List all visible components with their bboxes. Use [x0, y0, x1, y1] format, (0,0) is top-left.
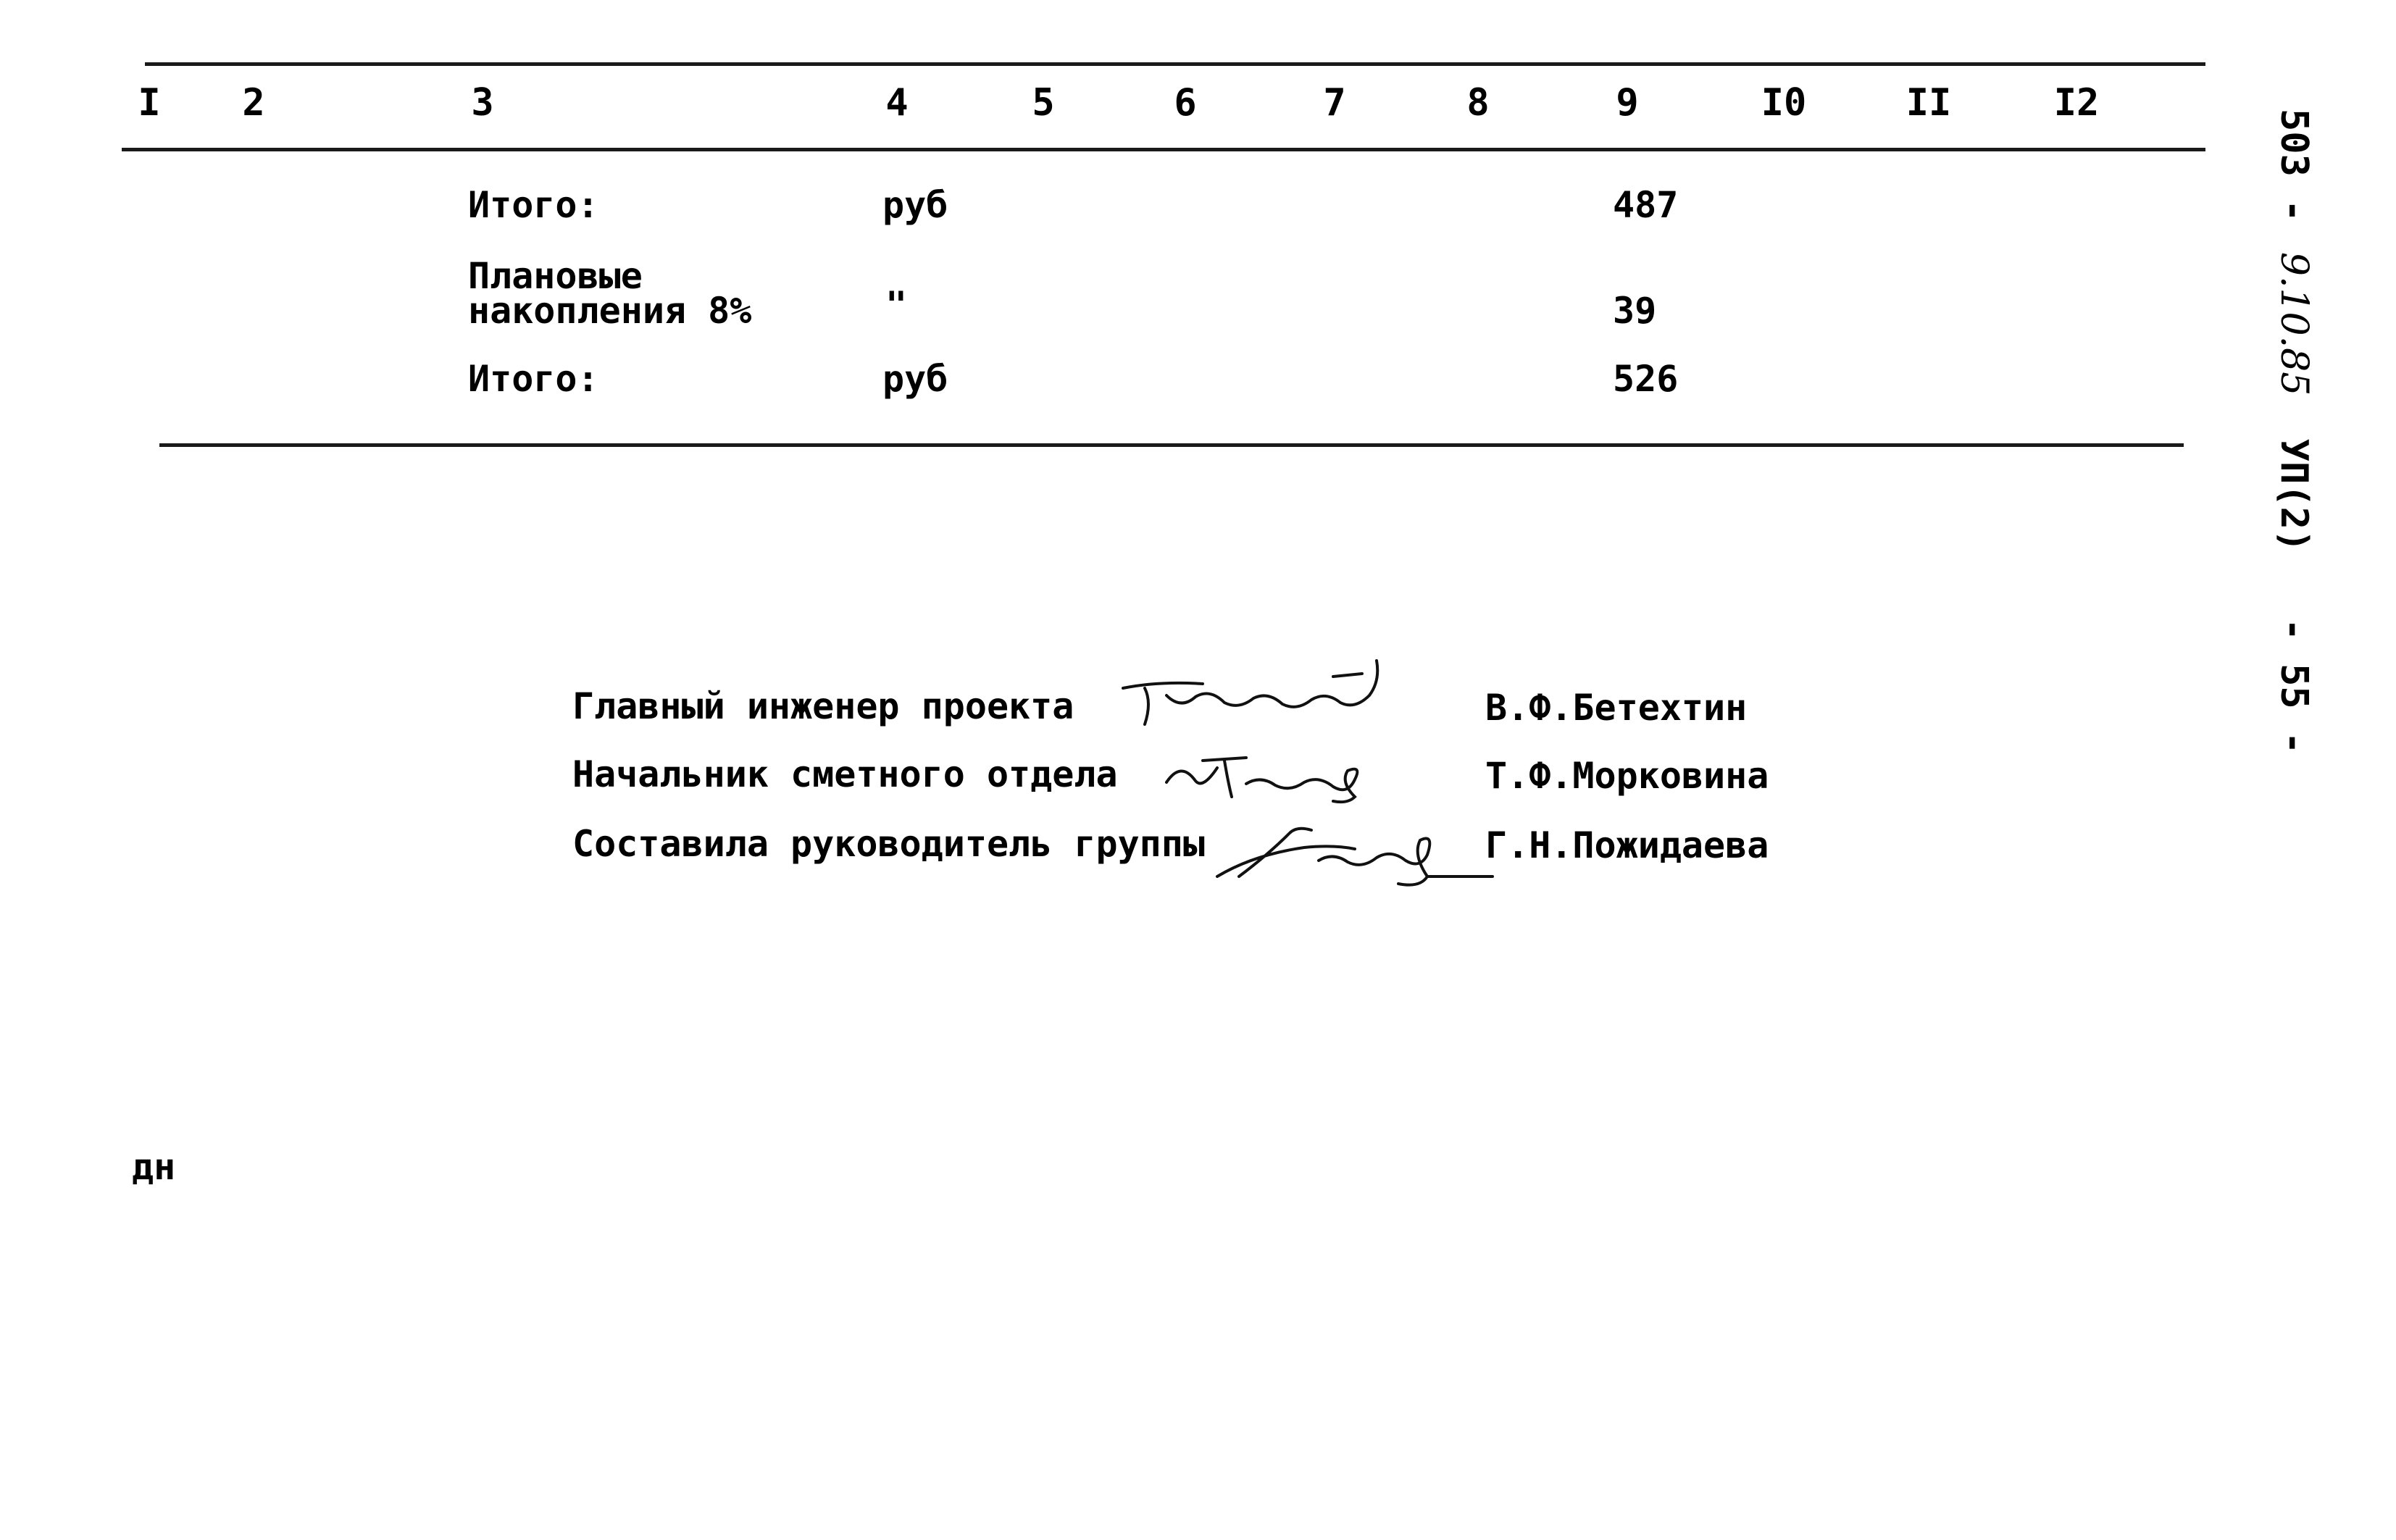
- table-top-rule: [145, 62, 2205, 66]
- handwritten-signature-2: [1159, 739, 1377, 811]
- column-header-7: 7: [1323, 81, 1346, 125]
- row-3-unit: руб: [882, 358, 948, 400]
- row-3-value: 526: [1613, 358, 1679, 400]
- row-3-name: Итого:: [468, 358, 599, 400]
- side-stamp-code-part2: 9.10.85: [2272, 251, 2316, 396]
- column-header-1: I: [138, 81, 161, 125]
- row-2-value: 39: [1613, 290, 1657, 332]
- side-stamp-code-part3: УП(2): [2272, 438, 2316, 553]
- header-bottom-rule: [122, 148, 2205, 151]
- side-stamp-code-part1: 503 -: [2272, 109, 2316, 222]
- column-header-12: I2: [2053, 81, 2100, 125]
- column-header-3: 3: [471, 81, 494, 125]
- column-header-4: 4: [885, 81, 909, 125]
- row-1-value: 487: [1613, 184, 1679, 226]
- column-header-10: I0: [1761, 81, 1807, 125]
- row-1-unit: руб: [882, 184, 948, 226]
- column-header-2: 2: [242, 81, 265, 125]
- signature-1-position: Главный инженер проекта: [572, 685, 1074, 727]
- row-1-name: Итого:: [468, 184, 599, 226]
- row-2-name-line2: накопления 8%: [468, 290, 752, 332]
- column-header-5: 5: [1032, 81, 1055, 125]
- signature-3-position: Составила руководитель группы: [572, 823, 1205, 865]
- signature-3-person: Г.Н.Пожидаева: [1485, 824, 1769, 866]
- signature-1-person: В.Ф.Бетехтин: [1485, 687, 1748, 729]
- column-header-6: 6: [1174, 81, 1197, 125]
- signature-2-position: Начальник сметного отдела: [572, 753, 1118, 795]
- column-header-8: 8: [1466, 81, 1490, 125]
- typist-initials: дн: [132, 1146, 176, 1188]
- row-2-unit: ": [885, 284, 908, 326]
- document-side-stamp: [2272, 109, 2316, 755]
- side-stamp-page-number: - 55 -: [2272, 618, 2316, 755]
- handwritten-signature-3: [1210, 804, 1500, 891]
- table-bottom-rule: [159, 443, 2184, 447]
- column-header-11: II: [1905, 81, 1952, 125]
- signature-2-person: Т.Ф.Морковина: [1485, 755, 1769, 797]
- column-header-9: 9: [1616, 81, 1639, 125]
- row-2-name-line1: Плановые: [468, 255, 643, 297]
- handwritten-signature-1: [1116, 652, 1391, 739]
